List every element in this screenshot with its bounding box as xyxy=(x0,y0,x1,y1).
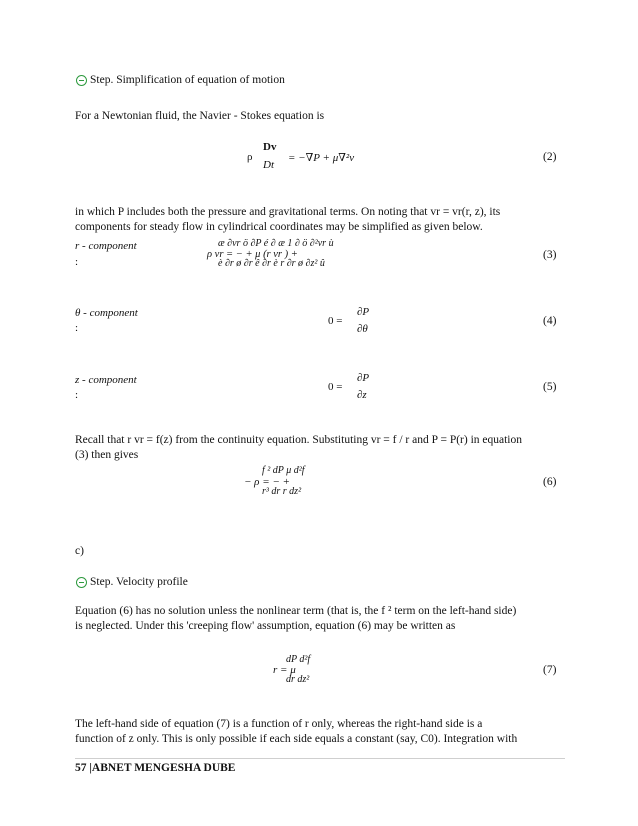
eq6-top-row: f ² dP μ d²f xyxy=(262,465,305,476)
eq2-number: (2) xyxy=(543,151,557,163)
eq4-denominator: ∂θ xyxy=(357,323,368,335)
eq2-rhs: = −∇P + μ∇²v xyxy=(288,152,355,164)
eq5-denominator: ∂z xyxy=(357,389,367,401)
eq7-middle-row: r = μ xyxy=(273,664,296,676)
eq5-label: z - component xyxy=(75,374,137,386)
eq5-numerator: ∂P xyxy=(357,372,370,384)
paragraph-creeping-line1: Equation (6) has no solution unless the nonlinear term (that is, the f ² term on the left-hand side) xyxy=(75,605,517,617)
footer-divider xyxy=(75,758,565,759)
paragraph-components-line2: components for steady flow in cylindrical coordinates may be simplified as given below. xyxy=(75,221,483,233)
eq7-top-row: dP d²f xyxy=(286,654,311,665)
eq5-lhs: 0 = xyxy=(328,381,343,393)
paragraph-function-line1: The left-hand side of equation (7) is a function of r only, whereas the right-hand side is a xyxy=(75,718,483,730)
paragraph-recall-line2: (3) then gives xyxy=(75,449,139,461)
eq3-top-row: æ ∂vr ö ∂P é ∂ æ 1 ∂ ö ∂²vr ù xyxy=(218,238,334,249)
eq4-label-colon: : xyxy=(75,322,79,334)
eq3-label-colon: : xyxy=(75,256,79,268)
paragraph-function-line2: function of z only. This is only possible if each side equals a constant (say, C0). Integration with xyxy=(75,733,518,745)
step-heading-simplification: Step. Simplification of equation of motion xyxy=(90,74,285,86)
eq4-lhs: 0 = xyxy=(328,315,343,327)
eq2-rho: ρ xyxy=(247,151,253,163)
eq4-label: θ - component xyxy=(75,307,138,319)
eq4-numerator: ∂P xyxy=(357,306,370,318)
eq5-number: (5) xyxy=(543,381,557,393)
paragraph-creeping-line2: is neglected. Under this 'creeping flow' assumption, equation (6) may be written as xyxy=(75,620,456,632)
eq7-number: (7) xyxy=(543,664,557,676)
eq6-bottom-row: r³ dr r dz² xyxy=(262,486,302,497)
paragraph-recall-line1: Recall that r vr = f(z) from the continuity equation. Substituting vr = f / r and P = P(r) in equation xyxy=(75,434,522,446)
eq6-middle-row: − ρ = − + xyxy=(244,476,290,488)
collapse-step-icon[interactable] xyxy=(76,75,87,86)
part-c-label: c) xyxy=(75,545,84,557)
eq3-middle-row: ρ vr = − + μ (r vr ) + xyxy=(207,249,298,260)
collapse-step-icon[interactable] xyxy=(76,577,87,588)
eq3-bottom-row: è ∂r ø ∂r ê ∂r è r ∂r ø ∂z² û xyxy=(218,258,325,269)
paragraph-components-line1: in which P includes both the pressure and gravitational terms. On noting that vr = vr(r, z), its xyxy=(75,206,501,218)
eq4-number: (4) xyxy=(543,315,557,327)
eq2-numerator: Dv xyxy=(263,141,277,153)
eq2-denominator: Dt xyxy=(263,159,274,171)
eq7-bottom-row: dr dz² xyxy=(286,674,310,685)
intro-text: For a Newtonian fluid, the Navier - Stokes equation is xyxy=(75,110,325,122)
page-footer: 57 |ABNET MENGESHA DUBE xyxy=(75,762,236,774)
eq3-number: (3) xyxy=(543,249,557,261)
eq6-number: (6) xyxy=(543,476,557,488)
eq3-label: r - component xyxy=(75,240,137,252)
eq5-label-colon: : xyxy=(75,389,79,401)
step-heading-velocity: Step. Velocity profile xyxy=(90,576,188,588)
